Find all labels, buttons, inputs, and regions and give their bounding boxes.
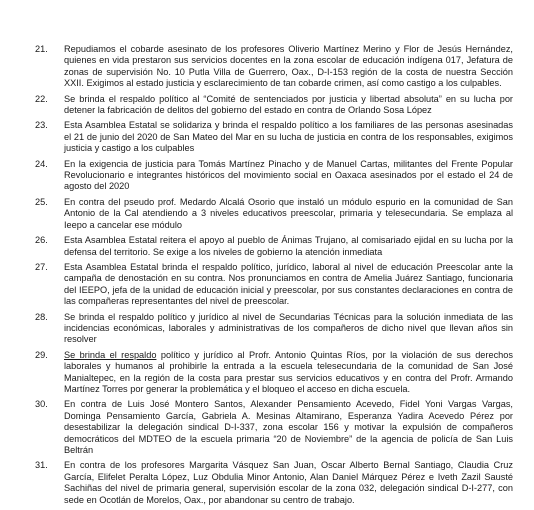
item-number: 26. [35, 235, 48, 246]
list-item [0, 460, 534, 506]
list-item [0, 159, 534, 193]
item-number: 31. [35, 460, 48, 471]
item-number: 21. [35, 44, 48, 54]
item-number: 29. [35, 349, 48, 360]
item-text: Se brinda el respaldo político al “Comité de sentenciados por justicia y libertad absoluta” en su lucha por detener la fabricación de delitos del gobierno del estado en contra de Orlando Sosa López [64, 93, 513, 116]
item-lead: Se brinda el respaldo [64, 349, 157, 360]
item-text: En la exigencia de justicia para Tomás Martínez Pinacho y de Manuel Cartas, militantes del Frente Popular Revolucionario e integrantes históricos del movimiento social en Oaxaca asesinados por el estado el 24 de agosto del 2020 [64, 158, 513, 192]
list-item [0, 235, 534, 258]
item-number: 30. [35, 399, 48, 410]
item-text: En contra de los profesores Margarita Vásquez San Juan, Oscar Alberto Bernal Santiago, Claudia Cruz García, Elifelet Peralta López, Luz Obdulia Minor Antonio, Alan Daniel Márquez Pérez e Iveth Zazil Sausté Sachiñas del nivel de primaria general, supervisión escolar de la zona 032, delegación sindical D-I-277, con sede en Ocotlán de Morelos, Oax., por abandonar su centro de trabajo. [64, 460, 513, 505]
item-text: Repudiamos el cobarde asesinato de los profesores Oliverio Martínez Merino y Flor de Jesús Hernández, quienes en vida prestaron sus servicios docentes en la zona escolar de educación indígena 017, Jefatura de zonas de supervisión No. 10 Putla Villa de Guerrero, Oax., D-I-153 región de la costa de nuestra Sección XXII. Exigimos al estado justicia y esclarecimiento de tan cobarde crimen, así como castigo a los culpables. [64, 44, 513, 89]
item-text: Se brinda el respaldo político y jurídico al Profr. Antonio Quintas Ríos, por la violación de sus derechos laborales y humanos al prohibirle la entrada a la escuela telesecundaria de la comunidad de San José Manialtepec, en la región de la costa para prestar sus servicios educativos y en contra del Profr. Armando Martínez Torres por generar la problemática y el bloqueo el acceso en dicha escuela. [64, 349, 513, 394]
item-number: 27. [35, 261, 48, 272]
item-text: Esta Asamblea Estatal brinda el respaldo político, jurídico, laboral al nivel de educación Preescolar ante la campaña de denostación en su contra. Nos pronunciamos en contra de Amelia Juárez Santiago, funcionaria del IEEPO, jefa de la unidad de educación inicial y preescolar, por sus constantes declaraciones en contra de las compañeras representantes del nivel de preescolar. [64, 261, 513, 307]
item-text: En contra del pseudo prof. Medardo Alcalá Osorio que instaló un módulo espurio en la comunidad de San Antonio de la Cal atendiendo a 3 niveles educativos preescolar, primaria y telesecundaria. Se emplaza al Ieepo a cancelar ese módulo [64, 196, 513, 230]
item-number: 24. [35, 158, 48, 169]
list-item [0, 312, 534, 346]
item-number: 25. [35, 196, 48, 207]
list-item [0, 44, 534, 90]
item-number: 22. [35, 93, 48, 104]
item-number: 23. [35, 120, 48, 131]
item-text: Se brinda el respaldo político y jurídico al nivel de Secundarias Técnicas para la solución inmediata de las incidencias económicas, laborales y administrativas de los compañeros de dicho nivel que llevan años sin resolver [64, 311, 513, 345]
list-item [0, 197, 534, 231]
list-item [0, 399, 534, 456]
item-text: Esta Asamblea Estatal se solidariza y brinda el respaldo político a los familiares de las personas asesinadas el 21 de junio del 2020 de San Mateo del Mar en su lucha de justicia en contra de los responsables, exigimos justicia y castigo a los culpables [64, 120, 513, 154]
item-text: En contra de Luis José Montero Santos, Alexander Pensamiento Acevedo, Fidel Yoni Vargas Vargas, Dominga Pensamiento García, Gabriela A. Mesinas Altamirano, Esperanza Yadira Acevedo Pérez por desestabilizar la delegación sindical D-I-337, zona escolar 156 y motivar la expulsión de compañeros democráticos del MDTEO de la escuela primaria “20 de Noviembre” de la agencia de policía de San Luis Beltrán [64, 399, 513, 455]
list-item [0, 262, 534, 308]
list-item [0, 350, 534, 396]
item-text: Esta Asamblea Estatal reitera el apoyo al pueblo de Ánimas Trujano, al comisariado ejidal en su lucha por la defensa del territorio. Se exige a los niveles de gobierno la atención inmediata [64, 235, 513, 257]
resolutions-list [0, 44, 534, 510]
list-item [0, 120, 534, 154]
item-number: 28. [35, 311, 48, 322]
list-item [0, 94, 534, 117]
